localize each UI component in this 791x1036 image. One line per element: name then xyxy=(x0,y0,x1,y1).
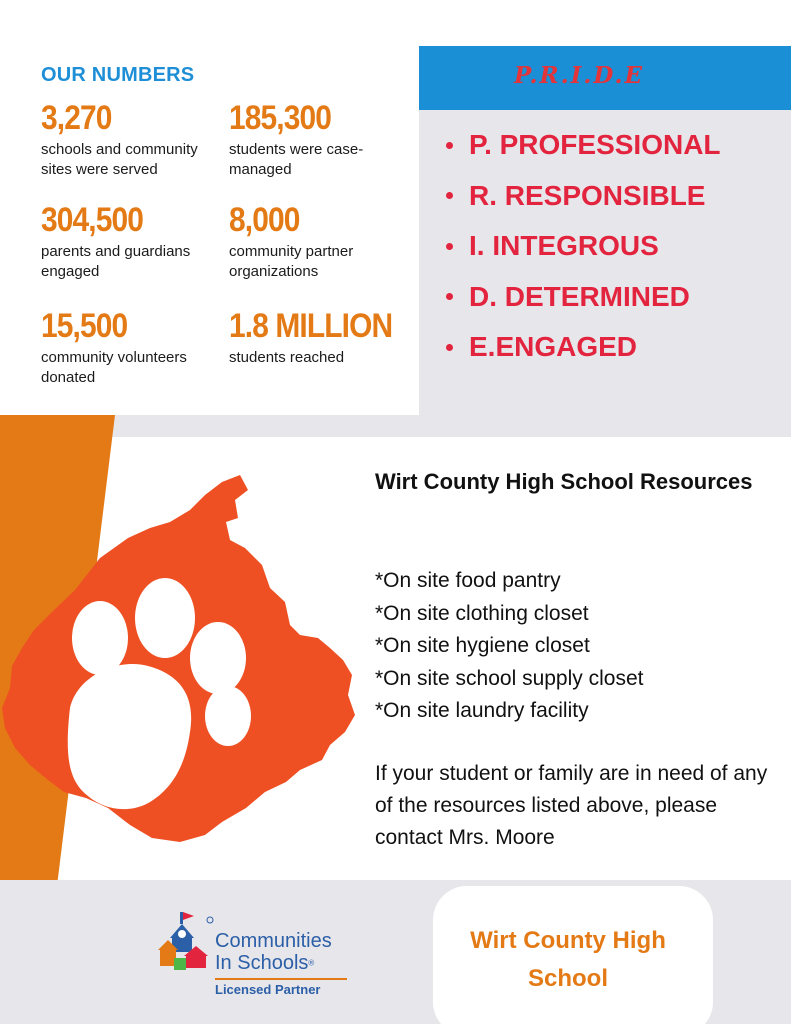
resources-title: Wirt County High School Resources xyxy=(375,469,753,494)
pride-item-label: P. PROFESSIONAL xyxy=(469,129,721,161)
stat-description: parents and guardians engaged xyxy=(41,243,191,280)
bullet-icon xyxy=(446,243,453,250)
resources-list xyxy=(375,565,643,728)
resource-item: *On site hygiene closet xyxy=(375,634,590,657)
stat-value: 15,500 xyxy=(41,307,128,345)
bullet-icon xyxy=(446,142,453,149)
stat-value: 1.8 MILLION xyxy=(229,307,393,345)
pride-title: P.R.I.D.E xyxy=(513,62,645,89)
resource-item: *On site food pantry xyxy=(375,569,561,592)
footer-school-name: Wirt County High School xyxy=(470,927,666,992)
communities-in-schools-logo-icon xyxy=(158,912,214,972)
stat-description: students reached xyxy=(229,349,345,366)
resource-item: *On site laundry facility xyxy=(375,699,589,722)
stat-description: schools and community sites were served xyxy=(41,141,198,178)
pride-item-label: E.ENGAGED xyxy=(469,331,638,363)
logo-text-line1: Communities xyxy=(215,930,332,952)
pride-item-label: I. INTEGROUS xyxy=(469,230,659,262)
stat-item xyxy=(229,98,389,180)
pride-item xyxy=(446,171,721,222)
stat-item xyxy=(41,200,216,282)
registered-mark: ® xyxy=(308,958,315,968)
stat-item xyxy=(229,306,419,368)
bullet-icon xyxy=(446,344,453,351)
pride-item xyxy=(446,221,721,272)
stat-item xyxy=(41,306,201,388)
stat-description: community volunteers donated xyxy=(41,349,187,386)
resource-item: *On site clothing closet xyxy=(375,601,589,625)
pride-item xyxy=(446,322,721,373)
pride-item-label: R. RESPONSIBLE xyxy=(469,179,706,211)
stat-description: students were case-managed xyxy=(229,141,364,178)
logo-partner-label: Licensed Partner xyxy=(215,982,321,997)
stat-description: community partner organizations xyxy=(229,243,354,280)
logo-text-line2-label: In Schools xyxy=(215,952,309,974)
bullet-icon xyxy=(446,293,453,300)
resources-contact-note: If your student or family are in need of any of the resources listed above, please contact Mrs. Moore xyxy=(375,762,768,849)
county-map-paw-icon xyxy=(0,470,360,845)
resource-item: *On site school supply closet xyxy=(375,666,644,690)
stat-item xyxy=(229,200,389,282)
stat-value: 8,000 xyxy=(229,201,300,239)
logo-divider xyxy=(215,978,347,980)
numbers-title: OUR NUMBERS xyxy=(41,64,195,86)
stat-item xyxy=(41,98,226,180)
stat-value: 185,300 xyxy=(229,99,331,137)
pride-list xyxy=(446,120,721,373)
logo-text-line2 xyxy=(215,952,314,975)
stat-value: 3,270 xyxy=(41,99,112,137)
stat-value: 304,500 xyxy=(41,201,143,239)
bullet-icon xyxy=(446,192,453,199)
pride-item xyxy=(446,272,721,323)
pride-item xyxy=(446,120,721,171)
pride-item-label: D. DETERMINED xyxy=(469,280,690,312)
